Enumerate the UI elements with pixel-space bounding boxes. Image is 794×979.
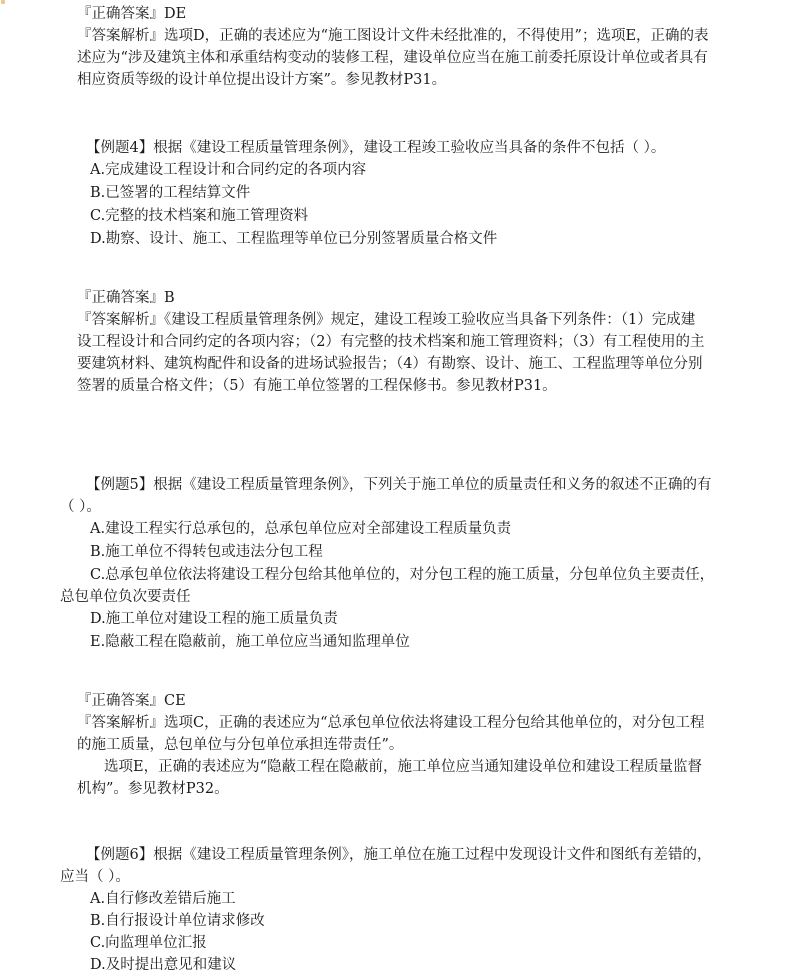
example-5-option-d: D.施工单位对建设工程的施工质量负责: [90, 611, 338, 627]
example-6-question-line-2: 应当（ ）。: [60, 869, 130, 885]
example-4-question: 【例题4】根据《建设工程质量管理条例》，建设工程竣工验收应当具备的条件不包括（ ）。: [86, 140, 666, 156]
correct-answer-4: 『正确答案』B: [77, 290, 175, 306]
example-5-option-e: E.隐蔽工程在隐蔽前，施工单位应当通知监理单位: [90, 634, 410, 650]
correct-answer-5: 『正确答案』CE: [77, 693, 186, 709]
example-6-option-d: D.及时提出意见和建议: [90, 957, 237, 973]
example-5-option-c: C.总承包单位依法将建设工程分包给其他单位的，对分包工程的施工质量，分包单位负主要责任，: [90, 567, 715, 583]
answer-analysis-5-line-4: 机构”。参见教材P32。: [77, 781, 229, 797]
example-5-option-b: B.施工单位不得转包或违法分包工程: [90, 544, 323, 560]
example-6-question-line-1: 【例题6】根据《建设工程质量管理条例》，施工单位在施工过程中发现设计文件和图纸有差错的，: [86, 847, 712, 863]
example-5-question-line-2: （ ）。: [60, 499, 101, 515]
answer-analysis-4-line-2: 设工程设计和合同约定的各项内容；（2）有完整的技术档案和施工管理资料；（3）有工程使用的主: [77, 334, 705, 350]
example-6-option-c: C.向监理单位汇报: [90, 935, 207, 951]
corner-mark: [1, 0, 5, 4]
example-4-option-c: C.完整的技术档案和施工管理资料: [90, 208, 309, 224]
example-4-option-d: D.勘察、设计、施工、工程监理等单位已分别签署质量合格文件: [90, 231, 498, 247]
answer-analysis-1-line-3: 相应资质等级的设计单位提出设计方案”。参见教材P31。: [77, 72, 447, 88]
example-4-option-a: A.完成建设工程设计和合同约定的各项内容: [90, 162, 367, 178]
answer-analysis-5-line-3: 选项E，正确的表述应为“隐蔽工程在隐蔽前，施工单位应当通知建设单位和建设工程质量监督: [104, 759, 702, 775]
answer-analysis-5-line-2: 的施工质量，总包单位与分包单位承担连带责任”。: [77, 737, 404, 753]
answer-analysis-4-line-4: 签署的质量合格文件；（5）有施工单位签署的工程保修书。参见教材P31。: [77, 378, 557, 394]
correct-answer-1: 『正确答案』DE: [77, 6, 187, 22]
example-5-question-line-1: 【例题5】根据《建设工程质量管理条例》，下列关于施工单位的质量责任和义务的叙述不正确的有: [86, 477, 712, 493]
answer-analysis-4-line-1: 『答案解析』《建设工程质量管理条例》规定，建设工程竣工验收应当具备下列条件：（1）完成建: [77, 312, 696, 328]
example-4-option-b: B.已签署的工程结算文件: [90, 185, 251, 201]
example-6-option-a: A.自行修改差错后施工: [90, 891, 236, 907]
example-5-option-a: A.建设工程实行总承包的，总承包单位应对全部建设工程质量负责: [90, 521, 512, 537]
example-5-option-c-cont: 总包单位负次要责任: [60, 589, 191, 605]
answer-analysis-1-line-2: 述应为“涉及建筑主体和承重结构变动的装修工程，建设单位应当在施工前委托原设计单位或者具有: [77, 50, 708, 66]
answer-analysis-5-line-1: 『答案解析』选项C，正确的表述应为“总承包单位依法将建设工程分包给其他单位的，对分包工程: [77, 715, 705, 731]
answer-analysis-1-line-1: 『答案解析』选项D，正确的表述应为“施工图设计文件未经批准的，不得使用”；选项E，正确的表: [77, 28, 709, 44]
answer-analysis-4-line-3: 要建筑材料、建筑构配件和设备的进场试验报告；（4）有勘察、设计、施工、工程监理等单位分别: [77, 356, 703, 372]
example-6-option-b: B.自行报设计单位请求修改: [90, 913, 265, 929]
